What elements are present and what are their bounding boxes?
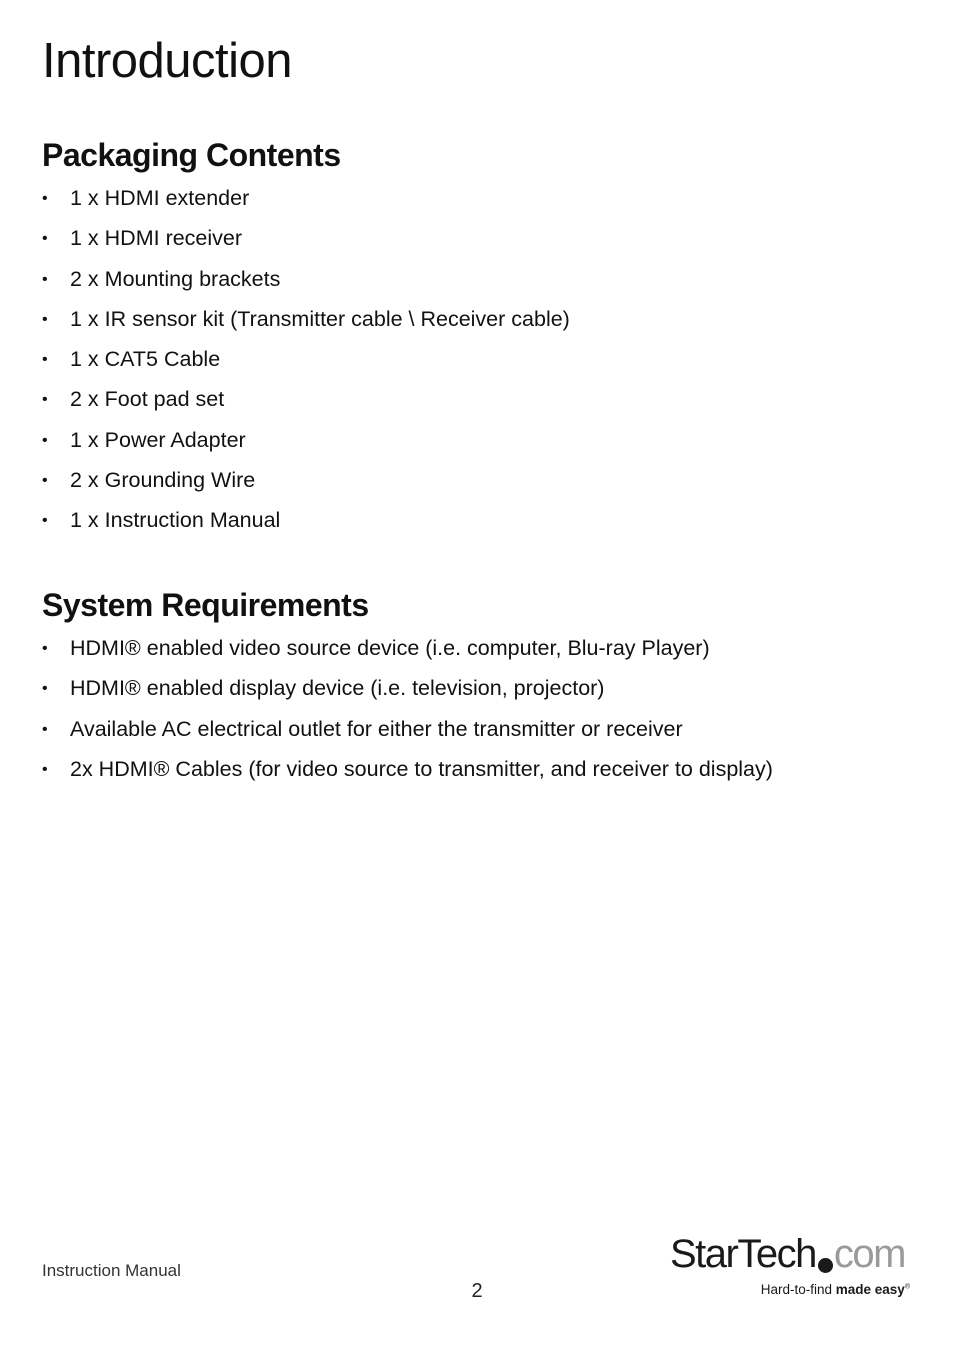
page-title: Introduction — [42, 34, 293, 88]
list-item-text: HDMI® enabled display device (i.e. television, projector) — [70, 676, 605, 701]
system-requirements-list — [42, 632, 902, 793]
list-item-text: 2 x Grounding Wire — [70, 468, 256, 493]
list-item-text: Available AC electrical outlet for either the transmitter or receiver — [70, 716, 683, 741]
list-item-text: HDMI® enabled video source device (i.e. computer, Blu-ray Player) — [70, 636, 710, 660]
system-requirements-heading: System Requirements — [42, 587, 369, 623]
bullet-icon: • — [42, 270, 48, 288]
list-item — [42, 182, 902, 222]
list-item — [42, 383, 902, 423]
list-item-text: 2x HDMI® Cables (for video source to transmitter, and receiver to display) — [70, 756, 773, 781]
list-item — [42, 672, 902, 712]
logo-tld: com — [833, 1232, 905, 1276]
list-item — [42, 713, 902, 753]
list-item — [42, 632, 902, 672]
list-item — [42, 343, 902, 383]
list-item — [42, 753, 902, 793]
list-item-text: 1 x Instruction Manual — [70, 508, 281, 533]
tagline-plain: Hard-to-find — [760, 1282, 832, 1297]
list-item — [42, 504, 902, 544]
list-item — [42, 303, 902, 343]
list-item — [42, 424, 902, 464]
list-item — [42, 263, 902, 303]
packaging-contents-heading: Packaging Contents — [42, 137, 341, 173]
bullet-icon: • — [42, 760, 48, 778]
list-item-text: 2 x Foot pad set — [70, 387, 225, 412]
bullet-icon: • — [42, 472, 48, 490]
bullet-icon: • — [42, 512, 48, 530]
list-item-text: 1 x Power Adapter — [70, 427, 246, 452]
list-item-text: 2 x Mounting brackets — [70, 266, 281, 291]
list-item — [42, 222, 902, 262]
bullet-icon: • — [42, 431, 48, 449]
logo-dot-icon — [818, 1258, 833, 1273]
list-item — [42, 464, 902, 504]
list-item-text: 1 x HDMI extender — [70, 186, 250, 210]
logo-wordmark — [670, 1230, 905, 1278]
footer-document-label: Instruction Manual — [42, 1261, 181, 1280]
startech-logo — [670, 1230, 910, 1302]
logo-name: StarTech — [670, 1232, 816, 1276]
logo-tagline — [761, 1282, 910, 1297]
packaging-contents-list — [42, 182, 902, 545]
bullet-icon: • — [42, 230, 48, 248]
bullet-icon: • — [42, 351, 48, 369]
bullet-icon: • — [42, 190, 48, 207]
bullet-icon: • — [42, 640, 48, 657]
page-number: 2 — [471, 1280, 483, 1302]
bullet-icon: • — [42, 310, 48, 328]
bullet-icon: • — [42, 680, 48, 698]
list-item-text: 1 x IR sensor kit (Transmitter cable \ Receiver cable) — [70, 306, 570, 331]
list-item-text: 1 x HDMI receiver — [70, 226, 243, 251]
bullet-icon: • — [42, 720, 48, 738]
tagline-bold: made easy — [835, 1282, 905, 1297]
registered-mark: ® — [904, 1283, 910, 1291]
list-item-text: 1 x CAT5 Cable — [70, 347, 221, 372]
bullet-icon: • — [42, 391, 48, 409]
